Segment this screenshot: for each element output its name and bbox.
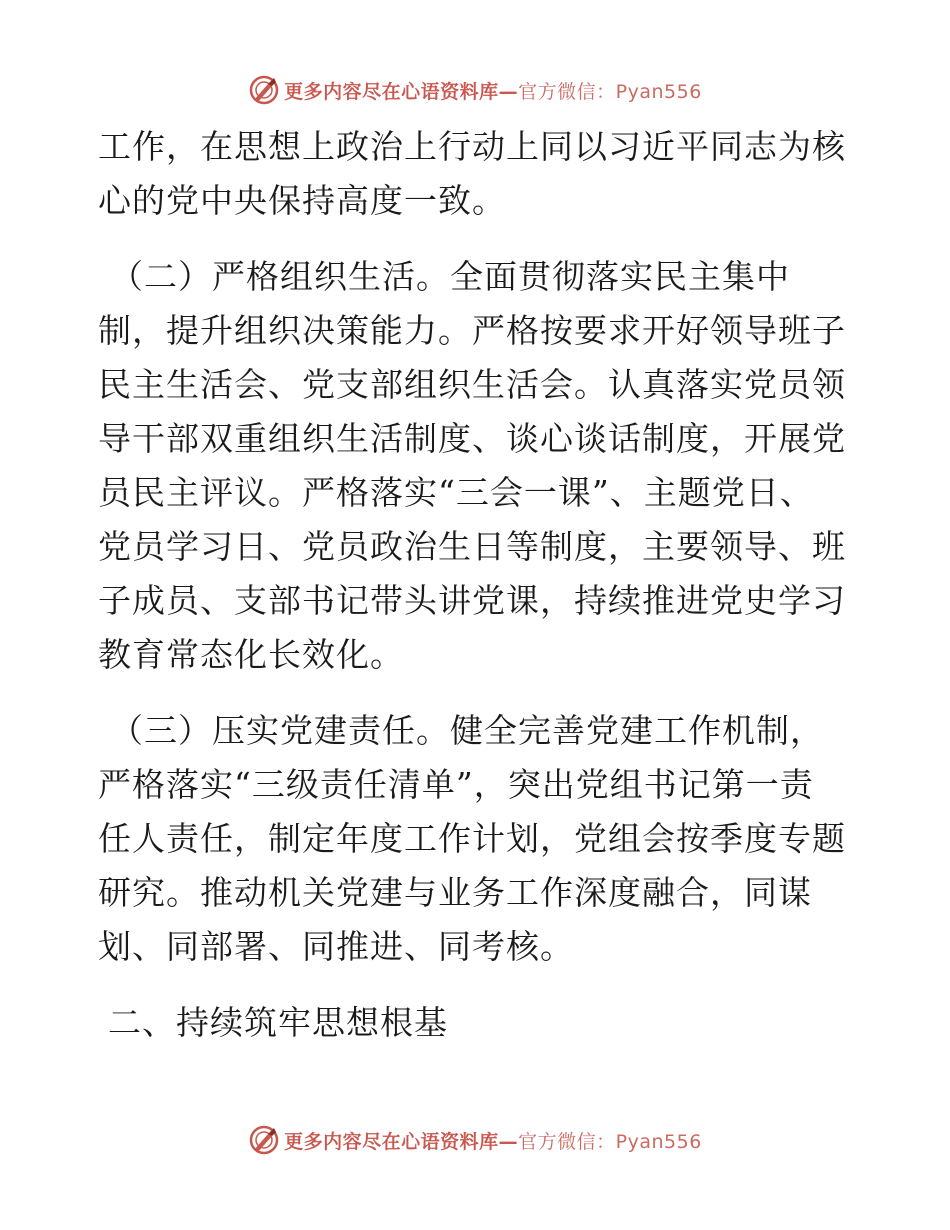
banner-dash: —: [498, 80, 519, 103]
banner-text: [284, 77, 702, 104]
section-heading: [98, 996, 858, 1050]
text-line: 员民主评议。严格落实“三会一课”、主题党日、: [98, 473, 814, 512]
text-line: 党员学习日、党员政治生日等制度，主要领导、班: [98, 527, 846, 566]
banner-dash: —: [498, 1130, 519, 1153]
banner-wechat-text: 官方微信：Pyan556: [518, 80, 702, 103]
text-line: 子成员、支部书记带头讲党课，持续推进党史学习: [98, 581, 846, 620]
text-line: 导干部双重组织生活制度、谈心谈话制度，开展党: [98, 419, 846, 458]
banner-text: [284, 1127, 702, 1154]
text-line: （三）压实党建责任。健全完善党建工作机制，: [110, 711, 824, 750]
paragraph: [98, 250, 858, 682]
text-line: 民主生活会、党支部组织生活会。认真落实党员领: [98, 365, 846, 404]
banner-main-text: 更多内容尽在心语资料库: [284, 80, 499, 103]
paragraph: [98, 120, 858, 228]
banner-main-text: 更多内容尽在心语资料库: [284, 1130, 499, 1153]
text-line: 严格落实“三级责任清单”，突出党组书记第一责: [98, 765, 814, 804]
text-line: 心的党中央保持高度一致。: [98, 181, 506, 220]
text-line: 工作，在思想上政治上行动上同以习近平同志为核: [98, 127, 846, 166]
text-line: 教育常态化长效化。: [98, 635, 404, 674]
red-pen-seal-logo-icon: [248, 1124, 280, 1156]
text-line: 二、持续筑牢思想根基: [108, 1003, 448, 1042]
document-body: [98, 120, 858, 1050]
header-banner: [0, 70, 950, 110]
banner-wechat-text: 官方微信：Pyan556: [518, 1130, 702, 1153]
text-line: 研究。推动机关党建与业务工作深度融合，同谋: [98, 873, 812, 912]
text-line: 任人责任，制定年度工作计划，党组会按季度专题: [98, 819, 846, 858]
text-line: 划、同部署、同推进、同考核。: [98, 927, 574, 966]
paragraph: [98, 704, 858, 974]
text-line: （二）严格组织生活。全面贯彻落实民主集中: [110, 257, 790, 296]
text-line: 制，提升组织决策能力。严格按要求开好领导班子: [98, 311, 846, 350]
footer-banner: [0, 1120, 950, 1160]
red-pen-seal-logo-icon: [248, 74, 280, 106]
